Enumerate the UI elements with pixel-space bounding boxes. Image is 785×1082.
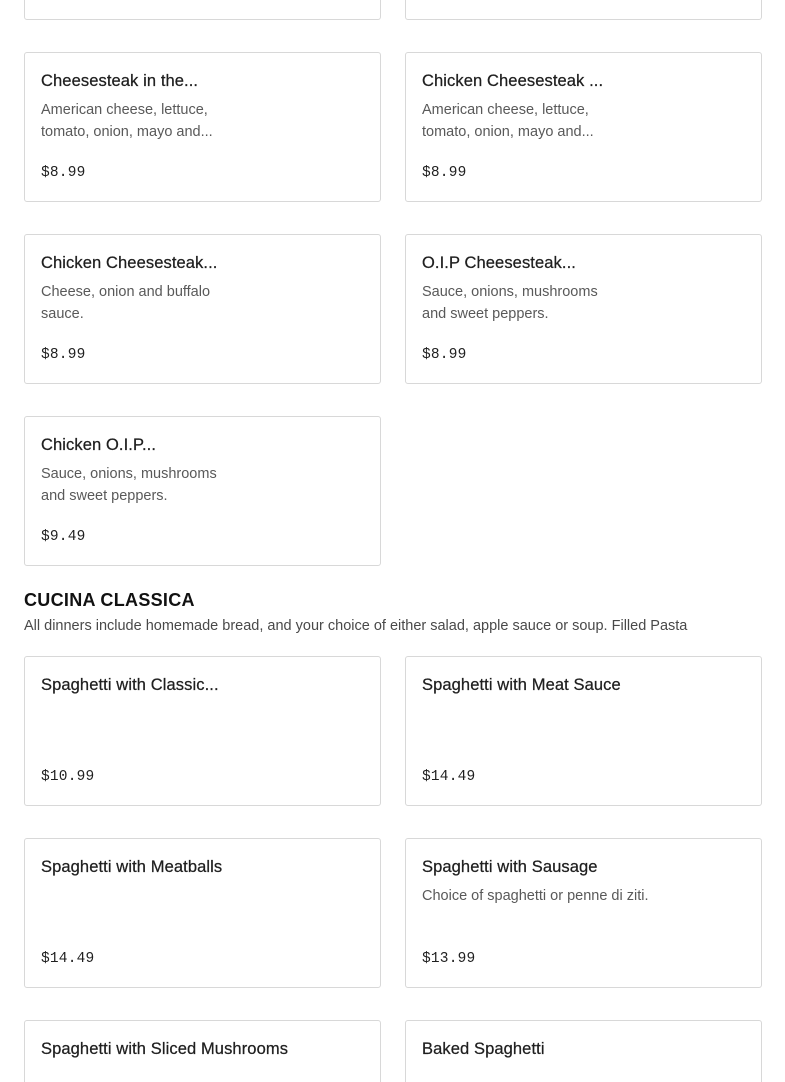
menu-item-name: Chicken O.I.P... (41, 436, 157, 454)
menu-item-card[interactable] (405, 52, 762, 202)
menu-item-card[interactable] (24, 52, 381, 202)
menu-item-price: $8.99 (422, 165, 467, 181)
menu-item-name: Spaghetti with Classic... (41, 676, 219, 694)
menu-item-card[interactable] (24, 234, 381, 384)
menu-item-description: Cheese, onion and buffalo sauce. (41, 284, 211, 322)
menu-item-price: $9.49 (41, 529, 86, 545)
menu-item-price: $13.99 (422, 951, 476, 967)
menu-item-card[interactable] (24, 1020, 381, 1082)
menu-item-price: $8.99 (41, 347, 86, 363)
menu-item-name: Spaghetti with Meat Sauce (422, 676, 621, 694)
menu-item-card[interactable] (405, 234, 762, 384)
section-title: CUCINA CLASSICA (24, 590, 195, 610)
menu-item-card[interactable] (405, 838, 762, 988)
menu-item-price: $10.99 (41, 769, 95, 785)
menu-item-card[interactable] (405, 656, 762, 806)
menu-item-card[interactable] (24, 656, 381, 806)
menu-item-description: American cheese, lettuce, tomato, onion, mayo and... (422, 102, 594, 140)
menu-item-name: Spaghetti with Sliced Mushrooms (41, 1040, 289, 1058)
menu-item-price: $14.49 (422, 769, 476, 785)
menu-item-card[interactable] (24, 0, 381, 20)
menu-item-name: O.I.P Cheesesteak... (422, 254, 576, 272)
menu-item-description: Sauce, onions, mushrooms and sweet peppers. (422, 284, 598, 322)
menu-item-name: Chicken Cheesesteak... (41, 254, 218, 272)
menu-item-description: Choice of spaghetti or penne di ziti. (422, 888, 649, 904)
menu-item-card[interactable] (405, 0, 762, 20)
menu-item-name: Spaghetti with Meatballs (41, 858, 223, 876)
menu-item-price: $14.49 (41, 951, 95, 967)
menu-item-card[interactable] (24, 416, 381, 566)
section-description: All dinners include homemade bread, and your choice of either salad, apple sauce or soup. Filled Pasta (24, 618, 688, 634)
menu-item-description: American cheese, lettuce, tomato, onion, mayo and... (41, 102, 213, 140)
menu-item-name: Chicken Cheesesteak ... (422, 72, 604, 90)
menu-item-description: Sauce, onions, mushrooms and sweet peppers. (41, 466, 217, 504)
menu-item-price: $8.99 (41, 165, 86, 181)
menu-item-name: Cheesesteak in the... (41, 72, 199, 90)
menu-item-card[interactable] (24, 838, 381, 988)
menu-item-card[interactable] (405, 1020, 762, 1082)
menu-item-name: Spaghetti with Sausage (422, 858, 598, 876)
menu-item-name: Baked Spaghetti (422, 1040, 545, 1058)
menu-item-price: $8.99 (422, 347, 467, 363)
